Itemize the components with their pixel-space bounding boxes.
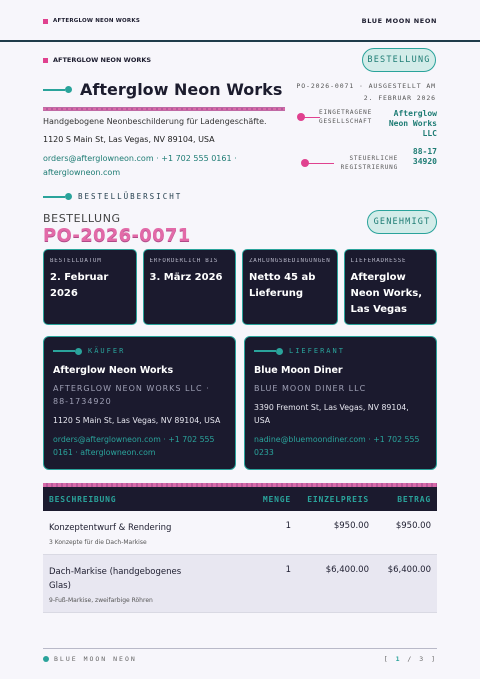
overview-heading-text: BESTELLÜBERSICHT	[78, 192, 183, 201]
card-label: ZAHLUNGSBEDINGUNGEN	[249, 258, 331, 264]
card-value: Netto 45 ab Lieferung	[249, 272, 316, 299]
col-quantity: MENGE	[262, 494, 291, 504]
reg-dot-icon	[297, 113, 305, 121]
registered-value: Afterglow Neon Works LLC	[388, 109, 437, 138]
buyer-heading	[53, 347, 226, 355]
item-unit-price: $6,400.00	[325, 565, 369, 575]
taxid-value: 88-1734920	[412, 147, 437, 166]
company-address: 1120 S Main St, Las Vegas, NV 89104, USA	[43, 135, 215, 144]
card-value: Afterglow Neon Works, Las Vegas	[350, 272, 423, 315]
brand-dot-icon	[43, 86, 72, 93]
page-current: 1	[395, 655, 402, 663]
card-payment-terms	[242, 249, 338, 325]
supplier-contact[interactable]: nadine@bluemoondiner.com · +1 702 555 0233	[254, 435, 420, 457]
item-description: Dach-Markise (handgebogenes Glas)	[49, 567, 182, 591]
page-footer	[43, 655, 437, 663]
card-label: BESTELLDATUM	[50, 258, 102, 264]
footer-dot-icon	[43, 656, 49, 662]
item-quantity: 1	[285, 565, 291, 575]
card-label: LIEFERADRESSE	[350, 258, 407, 264]
supplier-heading	[254, 347, 427, 355]
overview-cards	[43, 249, 437, 325]
brand-small-text: AFTERGLOW NEON WORKS	[53, 56, 152, 64]
table-row	[43, 511, 437, 555]
item-description: Konzeptentwurf & Rendering	[49, 523, 172, 533]
status-badge: GENEHMIGT	[367, 210, 437, 234]
col-amount: BETRAG	[397, 494, 431, 504]
section-dot-icon	[43, 193, 72, 200]
document-type-badge: BESTELLUNG	[362, 48, 436, 72]
card-label: ERFORDERLICH BIS	[149, 258, 219, 264]
brand-small	[43, 56, 151, 64]
col-unit-price: EINZELPREIS	[307, 494, 369, 504]
buyer-heading-text: KÄUFER	[88, 347, 126, 355]
header-rule	[0, 40, 480, 42]
buyer-address: 1120 S Main St, Las Vegas, NV 89104, USA	[53, 416, 221, 425]
running-brand-text: AFTERGLOW NEON WORKS	[53, 18, 140, 24]
item-note: 9-Fuß-Markise, zweifarbige Röhren	[49, 597, 153, 604]
neon-divider	[43, 107, 285, 111]
reg-dot-icon	[301, 159, 309, 167]
item-amount: $6,400.00	[387, 565, 431, 575]
supplier-name: Blue Moon Diner	[254, 365, 343, 376]
supplier-legal: BLUE MOON DINER LLC	[254, 384, 367, 393]
page-total: 3	[419, 655, 426, 663]
supplier-card	[244, 336, 437, 470]
brand-square-icon	[43, 58, 48, 63]
col-description: BESCHREIBUNG	[49, 494, 117, 504]
registered-label: EINGETRAGENE GESELLSCHAFT	[319, 109, 372, 125]
running-header	[43, 14, 437, 28]
buyer-legal: AFTERGLOW NEON WORKS LLC · 88-1734920	[53, 384, 210, 406]
item-note: 3 Konzepte für die Dach-Markise	[49, 539, 147, 546]
supplier-heading-text: LIEFERANT	[289, 347, 345, 355]
card-value: 3. März 2026	[149, 272, 223, 283]
item-quantity: 1	[285, 521, 291, 531]
section-dot-icon	[254, 348, 283, 355]
buyer-name: Afterglow Neon Works	[53, 365, 174, 376]
taxid-label: STEUERLICHE REGISTRIERUNG	[340, 155, 398, 171]
card-value: 2. Februar 2026	[50, 272, 109, 299]
running-brand	[43, 18, 140, 24]
running-client: BLUE MOON NEON	[361, 17, 437, 25]
supplier-address: 3390 Fremont St, Las Vegas, NV 89104, USA	[254, 403, 409, 425]
table-row	[43, 555, 437, 613]
footer-label: BLUE MOON NEON	[54, 655, 137, 663]
brand-title	[43, 80, 282, 99]
footer-brand	[43, 655, 137, 663]
page-indicator: [ 1 / 3 ]	[383, 655, 437, 663]
card-required-by	[143, 249, 237, 325]
brand-square-icon	[43, 19, 48, 24]
card-delivery-address	[344, 249, 438, 325]
footer-rule	[43, 648, 437, 649]
order-label: BESTELLUNG	[43, 212, 121, 225]
item-amount: $950.00	[395, 521, 431, 531]
company-tagline: Handgebogene Neonbeschilderung für Ladengeschäfte.	[43, 117, 267, 126]
card-order-date	[43, 249, 137, 325]
buyer-contact[interactable]: orders@afterglowneon.com · +1 702 555 0161 · afterglowneon.com	[53, 435, 215, 457]
buyer-card	[43, 336, 236, 470]
table-header	[43, 487, 437, 511]
section-dot-icon	[53, 348, 82, 355]
item-unit-price: $950.00	[333, 521, 369, 531]
overview-heading	[43, 192, 182, 201]
line-items-table	[43, 483, 437, 613]
company-contact[interactable]: orders@afterglowneon.com · +1 702 555 0161 · afterglowneon.com	[43, 154, 237, 177]
parties	[43, 336, 437, 470]
reference-line: PO-2026-0071 · AUSGESTELLT AM 2. FEBRUAR 2026	[296, 82, 436, 102]
company-name: Afterglow Neon Works	[80, 80, 283, 99]
order-number: PO-2026-0071	[43, 225, 191, 246]
